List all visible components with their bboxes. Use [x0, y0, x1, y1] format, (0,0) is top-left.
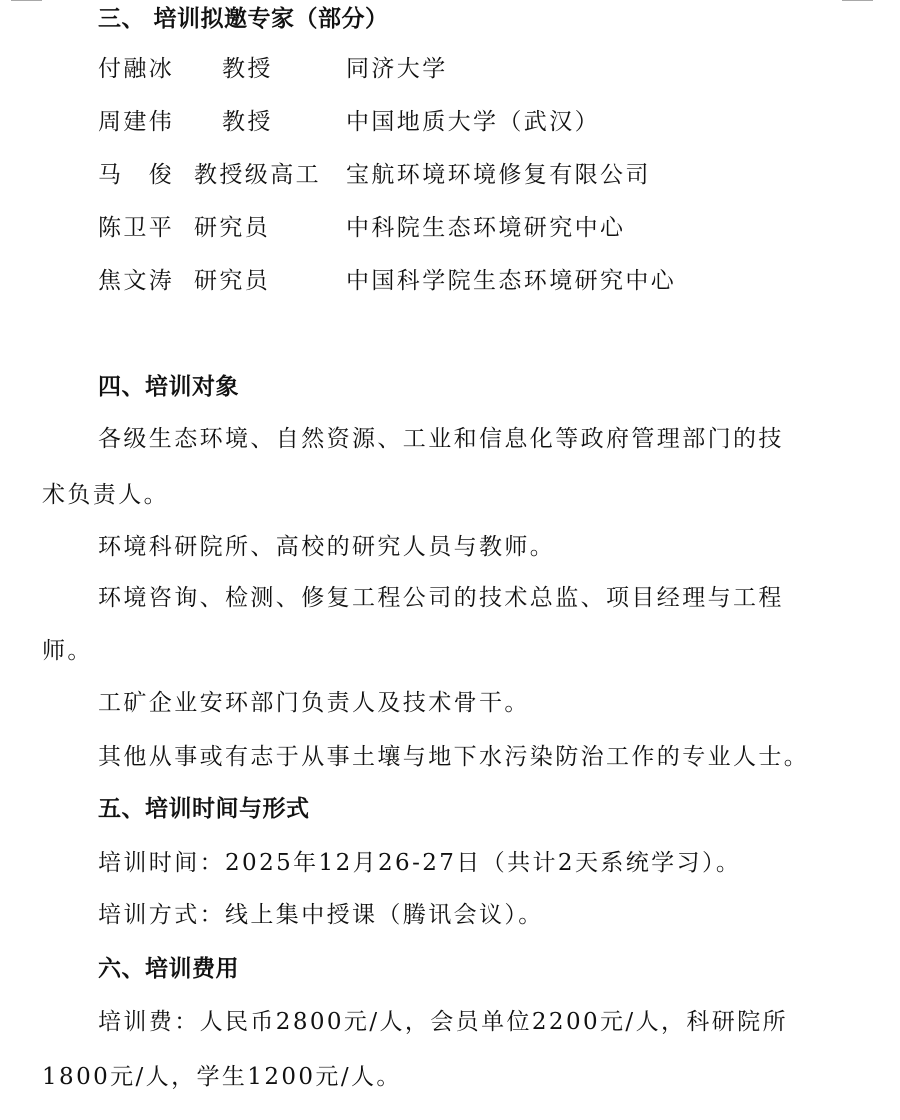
expert-name: 付融冰 [98, 56, 175, 82]
training-format: 培训方式：线上集中授课（腾讯会议）。 [98, 902, 544, 928]
paragraph-line: 环境咨询、检测、修复工程公司的技术总监、项目经理与工程 [98, 585, 784, 611]
section5-heading: 五、培训时间与形式 [98, 796, 310, 822]
paragraph-line: 环境科研院所、高校的研究人员与教师。 [98, 534, 556, 560]
paragraph-line: 术负责人。 [42, 482, 169, 508]
expert-org: 中国科学院生态环境研究中心 [346, 268, 677, 294]
expert-name: 马 俊 [98, 162, 175, 188]
section3-heading: 三、 培训拟邀专家（部分） [98, 6, 389, 32]
paragraph-line: 各级生态环境、自然资源、工业和信息化等政府管理部门的技 [98, 426, 784, 452]
expert-org: 同济大学 [346, 56, 448, 82]
expert-org: 中科院生态环境研究中心 [346, 215, 626, 241]
paragraph-line: 工矿企业安环部门负责人及技术骨干。 [98, 690, 530, 716]
page-corner-mark-left [11, 0, 42, 1]
expert-title: 研究员 [194, 268, 271, 294]
training-time: 培训时间：2025年12月26-27日（共计2天系统学习）。 [98, 850, 742, 876]
expert-name: 焦文涛 [98, 268, 175, 294]
paragraph-line: 其他从事或有志于从事土壤与地下水污染防治工作的专业人士。 [98, 744, 810, 770]
expert-name: 周建伟 [98, 109, 175, 135]
expert-title: 教授 [222, 56, 273, 82]
fee-line: 培训费：人民币2800元/人，会员单位2200元/人，科研院所 [98, 1009, 788, 1035]
expert-org: 中国地质大学（武汉） [346, 109, 600, 135]
fee-line: 1800元/人，学生1200元/人。 [42, 1064, 402, 1090]
expert-title: 研究员 [194, 215, 271, 241]
section6-heading: 六、培训费用 [98, 956, 239, 982]
section4-heading: 四、培训对象 [98, 374, 239, 400]
expert-title: 教授 [222, 109, 273, 135]
expert-org: 宝航环境环境修复有限公司 [346, 162, 651, 188]
expert-name: 陈卫平 [98, 215, 175, 241]
page-corner-mark-right [842, 0, 873, 1]
expert-title: 教授级高工 [194, 162, 321, 188]
paragraph-line: 师。 [42, 638, 93, 664]
